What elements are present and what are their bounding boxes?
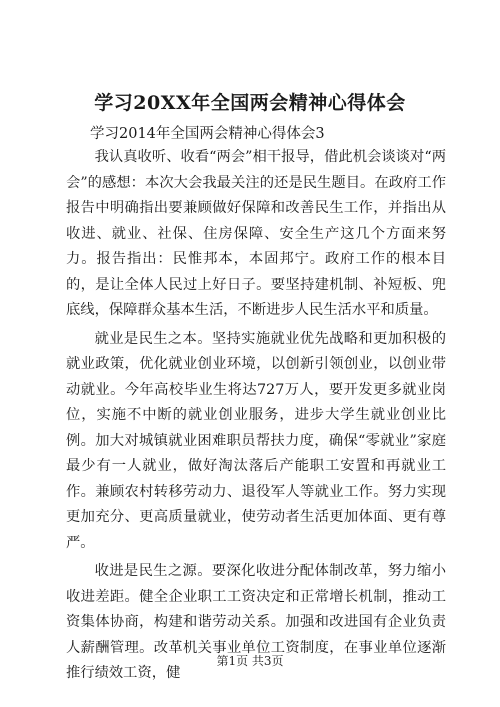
document-subtitle: 学习2014年全国两会精神心得体会3 [90, 126, 325, 142]
paragraph: 收进是民生之源。要深化收进分配体制改革，努力缩小收进差距。健全企业职工工资决定和正常增长机制，推动工资集体协商，构建和谐劳动关系。加强和改进国有企业负责人薪酬管理。改革机关事业单位工资制度，在事业单位逐渐推行绩效工资，健 [66, 563, 446, 681]
page-footer: 第1页 共3页 [216, 654, 284, 668]
document-body [66, 145, 446, 690]
paragraph: 就业是民生之本。坚持实施就业优先战略和更加积极的就业政策，优化就业创业环境，以创新引领创业，以创业带动就业。今年高校毕业生将达727万人，要开发更多就业岗位，实施不中断的就业创业服务，进步大学生就业创业比例。加大对城镇就业困难职员帮扶力度，确保“零就业”家庭最少有一人就业，做好淘汰落后产能职工安置和再就业工作。兼顾农村转移劳动力、退役军人等就业工作。努力实现更加充分、更高质量就业，使劳动者生活更加体面、更有尊严。 [66, 330, 446, 551]
paragraph: 我认真收听、收看“两会”相干报导，借此机会谈谈对“两会”的感想：本次大会我最关注的还是民生题目。在政府工作报告中明确指出要兼顾做好保障和改善民生工作，并指出从收进、就业、社保、住房保障、安全生产这几个方面来努力。报告指出：民惟邦本，本固邦宁。政府工作的根本目的，是让全体人民过上好日子。要坚持建机制、补短板、兜底线，保障群众基本生活，不断进步人民生活水平和质量。 [66, 149, 446, 318]
document-title: 学习20XX年全国两会精神心得体会 [94, 92, 406, 114]
